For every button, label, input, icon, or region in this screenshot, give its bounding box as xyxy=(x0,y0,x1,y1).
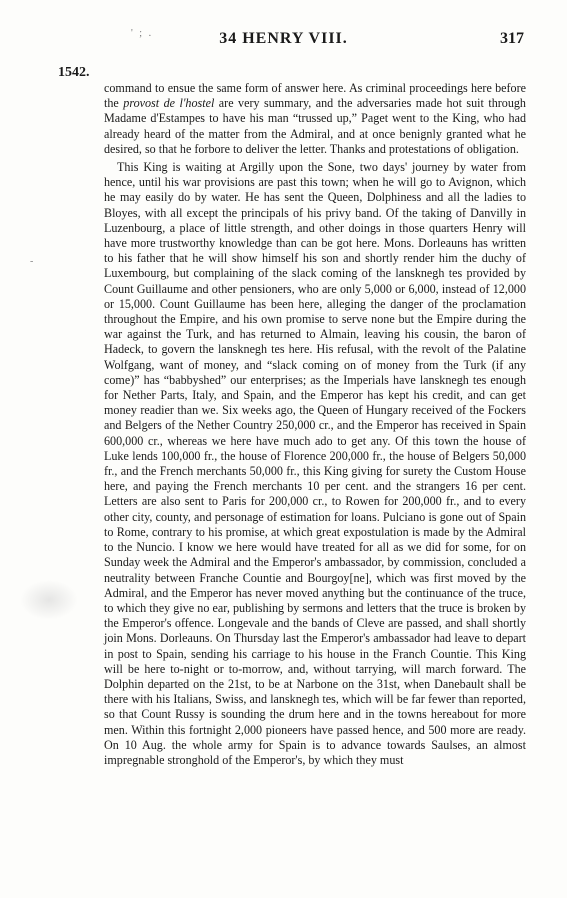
page-number: 317 xyxy=(500,30,524,47)
body-text xyxy=(104,81,526,768)
paragraph-1: command to ensue the same form of answer here. As criminal proceedings here before the provost de l'hostel are very summary, and the adversaries made hot suit through Madame d'Estampes to have his man “trussed up,” Paget went to the King, who had already heard of the matter from the Admiral, and at once benignly granted what he desired, so that he forbore to deliver the letter. Thanks and protestations of obligation. xyxy=(104,81,526,156)
running-head xyxy=(0,30,567,48)
italic-phrase: provost de l'hostel xyxy=(123,96,215,111)
year-marginal-note: 1542. xyxy=(58,65,90,80)
library-stamp-watermark xyxy=(20,580,78,620)
running-head-title: 34 HENRY VIII. xyxy=(219,30,348,47)
paragraph-2: This King is waiting at Argilly upon the Sone, two days' journey by water from hence, until his war provisions are past this town; when he will go to Avignon, which he may easily do by water. He has sent the Queen, Dolphiness and all the ladies to Bloyes, with all except the principals of his privy band. Of the taking of Danvilly in Luzenbourg, a place of little strength, and other doings in those quarters Henry will have more trustworthy knowledge than can be got here. Mons. Dorleauns has written to his father that he will show himself his son and shortly render him the duchy of Luxembourg, but complaining of the slack coming of the lansknegh tes provided by Count Guillaume and other pensioners, who are only 5,000 or 6,000, instead of 12,000 or 15,000. Count Guillaume has been here, alleging the danger of the proclamation throughout the Empire, and his own promise to serve none but the Empire during the war against the Turk, and has returned to Almain, leaving his cousin, the baron of Hadeck, to govern the lansknegh tes here. His refusal, with the revolt of the Palatine Wolfgang, want of money, and “slack coming on of money from the Turk (if any come)” has “babbyshed” our enterprises; as the Imperials have lansknegh tes enough for Nether Parts, Italy, and Spain, and the Emperor has kept his credit, and can get money readier than we. Six weeks ago, the Queen of Hungary received of the Fockers and Belgers of the Nether Country 250,000 cr., and the Emperor has received in Spain 600,000 cr., whereas we here have much ado to get any. Of this town the house of Luke lends 100,000 fr., the house of Florence 200,000 fr., the house of Belgers 50,000 fr., and the French merchants 50,000 fr., this King giving for surety the Custom House here, and paying the French merchants 10 per cent. and the strangers 16 per cent. Letters are also sent to Paris for 200,000 cr., to Rowen for 200,000 fr., and to every other city, county, and personage of estimation for loans. Pulciano is gone out of Spain to Rome, contrary to his promise, at which great expostulation is made by the Admiral to the Nuncio. I know we here would have treated for all as we did for some, for on Sunday week the Admiral and the Emperor's ambassador, by commission, concluded a neutrality between Franche Countie and Bourgoy[ne], which was first moved by the Admiral, and the Emperor has never moved anything but the continuance of the truce, to which they give no ear, publishing by sermons and letters that the truce is broken by the Emperor's offence. Longevale and the bands of Cleve are passed, and shall shortly join Mons. Dorleauns. On Thursday last the Emperor's ambassador had leave to depart in post to Spain, sending his carriage to his house in the Franch Countie. This King will be here to-night or to-morrow, and, without tarrying, will march forward. The Dolphin departed on the 21st, to be at Narbone on the 31st, when Danebault shall be there with his Italians, Swiss, and lansknegh tes, which will be far fewer than reported, so that Count Russy is sounding the drum here and in the towns hereabout for more men. Within this fortnight 2,000 pioneers have passed hence, and 500 more are ready. On 10 Aug. the whole army for Spain is to advance towards Saulses, an almost impregnable stronghold of the Emperor's, by which they must xyxy=(104,160,526,767)
margin-dash: - xyxy=(30,256,34,267)
print-specks: ' ; . xyxy=(131,28,154,39)
